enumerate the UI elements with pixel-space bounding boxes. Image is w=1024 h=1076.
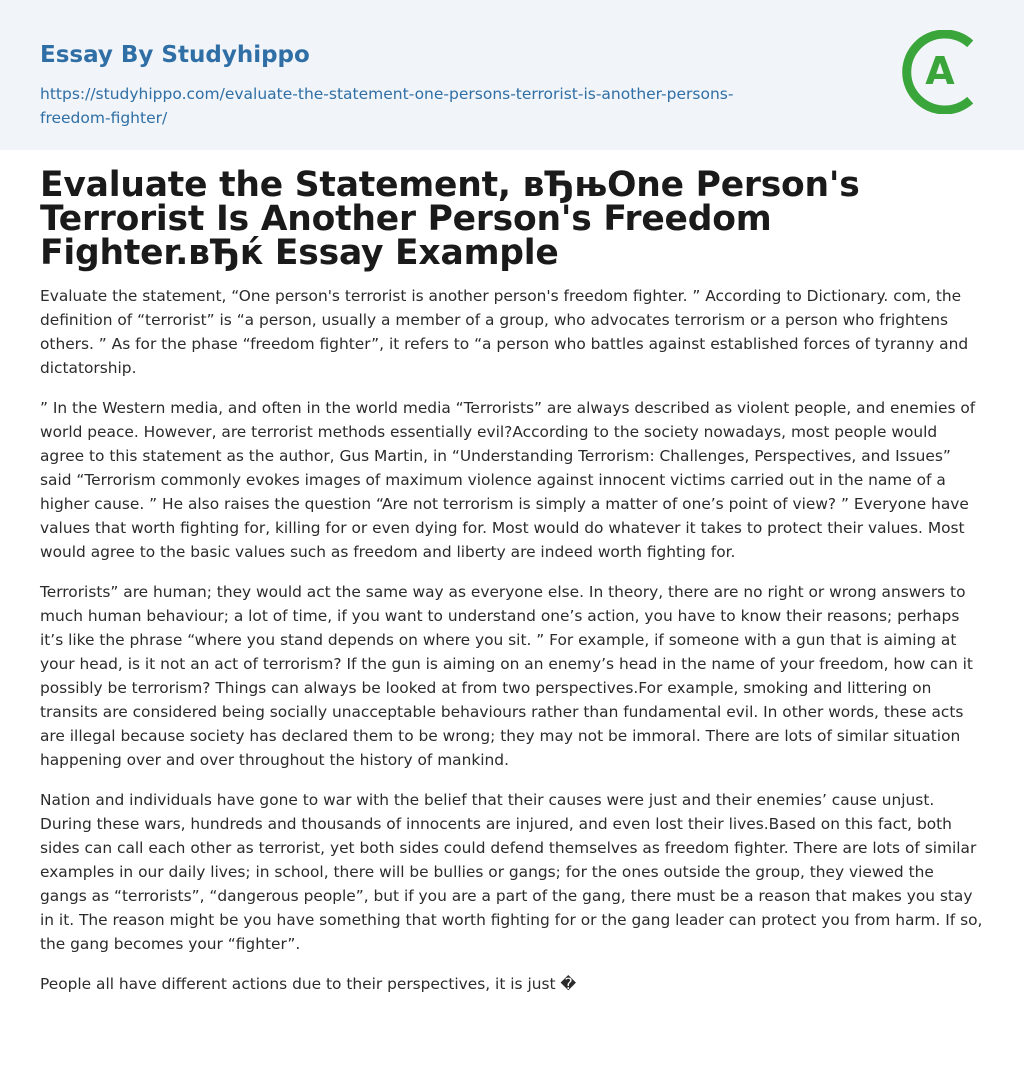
studyhippo-logo-icon[interactable]	[900, 30, 984, 114]
essay-paragraph: Terrorists” are human; they would act the same way as everyone else. In theory, there are no right or wrong answers to much human behaviour; a lot of time, if you want to understand one’s action, you have to know their reasons; perhaps it’s like the phrase “where you stand depends on where you sit. ” For example, if someone with a gun that is aiming at your head, is it not an act of terrorism? If the gun is aiming on an enemy’s head in the name of your freedom, how can it possibly be terrorism? Things can always be looked at from two perspectives.For example, smoking and littering on transits are considered being socially unacceptable behaviours rather than fundamental evil. In other words, these acts are illegal because society has declared them to be wrong; they may not be immoral. There are lots of similar situation happening over and over throughout the history of mankind.	[40, 583, 973, 769]
essay-content	[0, 150, 1024, 996]
essay-paragraph: Evaluate the statement, “One person's terrorist is another person's freedom fighter. ” According to Dictionary. com, the definition of “terrorist” is “a person, usually a member of a group, who advocates terrorism or a person who frightens others. ” As for the phase “freedom fighter”, it refers to “a person who battles against established forces of tyranny and dictatorship.	[40, 287, 969, 377]
source-url-link[interactable]: https://studyhippo.com/evaluate-the-statement-one-persons-terrorist-is-another-persons-freedom-fighter/	[40, 85, 734, 127]
essay-paragraph: ” In the Western media, and often in the world media “Terrorists” are always described as violent people, and enemies of world peace. However, are terrorist methods essentially evil?According to the society nowadays, most people would agree to this statement as the author, Gus Martin, in “Understanding Terrorism: Challenges, Perspectives, and Issues” said “Terrorism commonly evokes images of maximum violence against innocent victims carried out in the name of a higher cause. ” He also raises the question “Are not terrorism is simply a matter of one’s point of view? ” Everyone have values that worth fighting for, killing for or even dying for. Most would do whatever it takes to protect their values. Most would agree to the basic values such as freedom and liberty are indeed worth fighting for.	[40, 399, 976, 561]
brand-title[interactable]: Essay By Studyhippo	[40, 42, 310, 68]
essay-paragraph: Nation and individuals have gone to war with the belief that their causes were just and their enemies’ cause unjust. During these wars, hundreds and thousands of innocents are injured, and even lost their lives.Based on this fact, both sides can call each other as terrorist, yet both sides could defend themselves as freedom fighter. There are lots of similar examples in our daily lives; in school, there will be bullies or gangs; for the ones outside the group, they viewed the gangs as “terrorists”, “dangerous people”, but if you are a part of the gang, there must be a reason that makes you stay in it. The reason might be you have something that worth fighting for or the gang leader can protect you from harm. If so, the gang becomes your “fighter”.	[40, 791, 983, 953]
essay-title: Evaluate the Statement, вЂњOne Person's Terrorist Is Another Person's Freedom Fighter.вЂќ Essay Example	[40, 165, 860, 273]
essay-paragraph: People all have different actions due to their perspectives, it is just �	[40, 975, 577, 993]
site-header	[0, 0, 1024, 150]
logo-letter: A	[925, 49, 955, 93]
